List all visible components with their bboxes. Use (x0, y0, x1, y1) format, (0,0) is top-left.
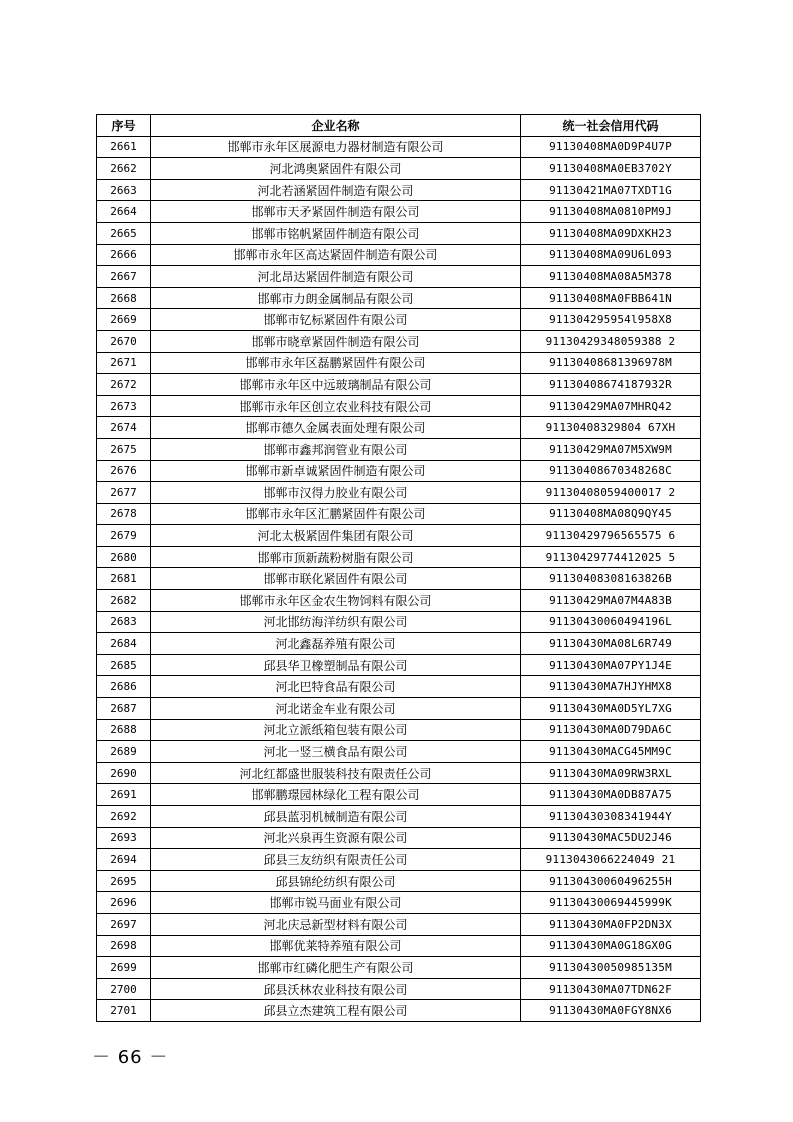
row-company-name: 邱县三友纺织有限责任公司 (151, 849, 521, 871)
table-row (97, 352, 701, 374)
row-credit-code: 911304295954l958X8 (521, 309, 701, 331)
table-row (97, 654, 701, 676)
row-credit-code: 91130430MACG45MM9C (521, 741, 701, 763)
table-row (97, 503, 701, 525)
row-credit-code: 91130430MA0FGY8NX6 (521, 1000, 701, 1022)
row-company-name: 河北邯纺海洋纺织有限公司 (151, 611, 521, 633)
row-credit-code: 91130408MA0FBB641N (521, 287, 701, 309)
row-serial: 2699 (97, 957, 151, 979)
row-company-name: 邱县立杰建筑工程有限公司 (151, 1000, 521, 1022)
table-row (97, 784, 701, 806)
table-row (97, 590, 701, 612)
table-row (97, 806, 701, 828)
table-row (97, 935, 701, 957)
row-serial: 2674 (97, 417, 151, 439)
row-serial: 2668 (97, 287, 151, 309)
row-serial: 2698 (97, 935, 151, 957)
row-credit-code: 91130429MA07M4A83B (521, 590, 701, 612)
header-serial: 序号 (97, 115, 151, 137)
row-company-name: 河北诺金车业有限公司 (151, 698, 521, 720)
row-serial: 2679 (97, 525, 151, 547)
table-row (97, 546, 701, 568)
table-row (97, 719, 701, 741)
row-serial: 2675 (97, 438, 151, 460)
table-row (97, 978, 701, 1000)
table-row (97, 525, 701, 547)
row-serial: 2695 (97, 870, 151, 892)
row-serial: 2690 (97, 762, 151, 784)
row-serial: 2683 (97, 611, 151, 633)
row-company-name: 邯郸市永年区展源电力器材制造有限公司 (151, 136, 521, 158)
table-row (97, 438, 701, 460)
table-row (97, 482, 701, 504)
row-credit-code: 91130430060496255H (521, 870, 701, 892)
row-serial: 2662 (97, 158, 151, 180)
table-row (97, 222, 701, 244)
table-row (97, 633, 701, 655)
table-row (97, 374, 701, 396)
row-company-name: 河北鸿奥紧固件有限公司 (151, 158, 521, 180)
row-credit-code: 91130430MA7HJYHMX8 (521, 676, 701, 698)
row-serial: 2663 (97, 179, 151, 201)
row-serial: 2694 (97, 849, 151, 871)
row-company-name: 邯郸市永年区高达紧固件制造有限公司 (151, 244, 521, 266)
table-row (97, 913, 701, 935)
row-company-name: 邯郸市新卓诚紧固件制造有限公司 (151, 460, 521, 482)
row-serial: 2676 (97, 460, 151, 482)
row-company-name: 邯郸市锐马面业有限公司 (151, 892, 521, 914)
row-company-name: 邯郸市钇标紧固件有限公司 (151, 309, 521, 331)
row-credit-code: 91130430050985135M (521, 957, 701, 979)
row-credit-code: 91130408681396978M (521, 352, 701, 374)
row-company-name: 邯郸市德久金属表面处理有限公司 (151, 417, 521, 439)
table-row (97, 136, 701, 158)
row-company-name: 邯郸市晓章紧固件制造有限公司 (151, 330, 521, 352)
row-serial: 2686 (97, 676, 151, 698)
row-serial: 2671 (97, 352, 151, 374)
row-company-name: 河北红都盛世服装科技有限责任公司 (151, 762, 521, 784)
row-credit-code: 91130408MA08Q9QY45 (521, 503, 701, 525)
row-company-name: 河北立派纸箱包装有限公司 (151, 719, 521, 741)
row-serial: 2682 (97, 590, 151, 612)
row-company-name: 河北昂达紧固件制造有限公司 (151, 266, 521, 288)
row-company-name: 邱县华卫橡塑制品有限公司 (151, 654, 521, 676)
row-company-name: 邯郸市永年区中远玻璃制品有限公司 (151, 374, 521, 396)
table-row (97, 827, 701, 849)
row-company-name: 邯郸优莱特养殖有限公司 (151, 935, 521, 957)
company-table (96, 114, 701, 1022)
table-row (97, 244, 701, 266)
row-credit-code: 91130430MA08L6R749 (521, 633, 701, 655)
row-serial: 2677 (97, 482, 151, 504)
row-credit-code: 91130429MA07MHRQ42 (521, 395, 701, 417)
row-company-name: 邯郸市永年区磊鹏紧固件有限公司 (151, 352, 521, 374)
row-credit-code: 91130430MA07PY1J4E (521, 654, 701, 676)
row-credit-code: 91130408308163826B (521, 568, 701, 590)
row-credit-code: 91130408329804 67XH (521, 417, 701, 439)
row-credit-code: 91130429348059388 2 (521, 330, 701, 352)
row-serial: 2684 (97, 633, 151, 655)
page-number: － 66 － (92, 1047, 169, 1068)
table-row (97, 1000, 701, 1022)
row-company-name: 邯郸市永年区金农生物饲料有限公司 (151, 590, 521, 612)
table-header-row (97, 115, 701, 137)
row-serial: 2696 (97, 892, 151, 914)
row-company-name: 邯郸市顶新蔬粉树脂有限公司 (151, 546, 521, 568)
row-credit-code: 91130430MAC5DU2J46 (521, 827, 701, 849)
row-credit-code: 91130430060494196L (521, 611, 701, 633)
row-company-name: 邱县蓝羽机械制造有限公司 (151, 806, 521, 828)
row-credit-code: 91130421MA07TXDT1G (521, 179, 701, 201)
row-serial: 2680 (97, 546, 151, 568)
row-company-name: 邯郸市铭帆紧固件制造有限公司 (151, 222, 521, 244)
row-serial: 2700 (97, 978, 151, 1000)
row-credit-code: 91130408MA09U6L093 (521, 244, 701, 266)
row-credit-code: 91130429MA07M5XW9M (521, 438, 701, 460)
row-credit-code: 9113043066224049 21 (521, 849, 701, 871)
row-serial: 2669 (97, 309, 151, 331)
row-serial: 2681 (97, 568, 151, 590)
row-credit-code: 91130430MA09RW3RXL (521, 762, 701, 784)
table-row (97, 892, 701, 914)
row-serial: 2664 (97, 201, 151, 223)
row-credit-code: 91130408MA0EB3702Y (521, 158, 701, 180)
table-row (97, 330, 701, 352)
row-credit-code: 91130430MA07TDN62F (521, 978, 701, 1000)
row-serial: 2687 (97, 698, 151, 720)
table-row (97, 158, 701, 180)
row-serial: 2670 (97, 330, 151, 352)
table-row (97, 266, 701, 288)
row-company-name: 河北巴特食品有限公司 (151, 676, 521, 698)
table-row (97, 762, 701, 784)
row-serial: 2692 (97, 806, 151, 828)
row-company-name: 邯郸鹏璟园林绿化工程有限公司 (151, 784, 521, 806)
table-row (97, 568, 701, 590)
row-credit-code: 91130430MA0D5YL7XG (521, 698, 701, 720)
row-company-name: 邱县锦纶纺织有限公司 (151, 870, 521, 892)
row-company-name: 邯郸市红磷化肥生产有限公司 (151, 957, 521, 979)
table-row (97, 611, 701, 633)
row-serial: 2667 (97, 266, 151, 288)
row-company-name: 邯郸市鑫邦润管业有限公司 (151, 438, 521, 460)
row-company-name: 河北一竖三横食品有限公司 (151, 741, 521, 763)
row-serial: 2689 (97, 741, 151, 763)
row-company-name: 河北鑫磊养殖有限公司 (151, 633, 521, 655)
row-serial: 2665 (97, 222, 151, 244)
row-company-name: 邯郸市联化紧固件有限公司 (151, 568, 521, 590)
table-row (97, 849, 701, 871)
row-credit-code: 91130408059400017 2 (521, 482, 701, 504)
table-row (97, 395, 701, 417)
header-company-name: 企业名称 (151, 115, 521, 137)
row-serial: 2673 (97, 395, 151, 417)
row-serial: 2701 (97, 1000, 151, 1022)
row-serial: 2688 (97, 719, 151, 741)
row-credit-code: 91130408674187932R (521, 374, 701, 396)
row-credit-code: 91130430308341944Y (521, 806, 701, 828)
row-serial: 2678 (97, 503, 151, 525)
table-row (97, 957, 701, 979)
table-row (97, 417, 701, 439)
row-credit-code: 91130430MA0FP2DN3X (521, 913, 701, 935)
table-row (97, 698, 701, 720)
row-serial: 2666 (97, 244, 151, 266)
row-credit-code: 91130430MA0DB87A75 (521, 784, 701, 806)
row-serial: 2693 (97, 827, 151, 849)
row-company-name: 邯郸市力朗金属制品有限公司 (151, 287, 521, 309)
table-row (97, 201, 701, 223)
row-credit-code: 91130430MA0D79DA6C (521, 719, 701, 741)
table-row (97, 287, 701, 309)
row-serial: 2661 (97, 136, 151, 158)
row-credit-code: 91130430069445999K (521, 892, 701, 914)
row-credit-code: 91130429796565575 6 (521, 525, 701, 547)
table-row (97, 870, 701, 892)
row-serial: 2685 (97, 654, 151, 676)
row-company-name: 邯郸市永年区汇鹏紧固件有限公司 (151, 503, 521, 525)
row-company-name: 河北太极紧固件集团有限公司 (151, 525, 521, 547)
row-credit-code: 91130408MA0810PM9J (521, 201, 701, 223)
row-credit-code: 91130408MA09DXKH23 (521, 222, 701, 244)
row-credit-code: 91130430MA0G18GX0G (521, 935, 701, 957)
row-serial: 2672 (97, 374, 151, 396)
table-row (97, 741, 701, 763)
table-row (97, 676, 701, 698)
table-row (97, 460, 701, 482)
row-credit-code: 91130408670348268C (521, 460, 701, 482)
row-company-name: 河北若涵紧固件制造有限公司 (151, 179, 521, 201)
row-company-name: 河北兴泉再生资源有限公司 (151, 827, 521, 849)
table-body (97, 136, 701, 1021)
row-credit-code: 91130408MA0D9P4U7P (521, 136, 701, 158)
row-credit-code: 91130429774412025 5 (521, 546, 701, 568)
row-credit-code: 91130408MA08A5M378 (521, 266, 701, 288)
row-serial: 2691 (97, 784, 151, 806)
table-row (97, 179, 701, 201)
row-company-name: 邯郸市天矛紧固件制造有限公司 (151, 201, 521, 223)
row-company-name: 河北庆忌新型材料有限公司 (151, 913, 521, 935)
row-company-name: 邯郸市永年区创立农业科技有限公司 (151, 395, 521, 417)
row-serial: 2697 (97, 913, 151, 935)
header-credit-code: 统一社会信用代码 (521, 115, 701, 137)
row-company-name: 邱县沃林农业科技有限公司 (151, 978, 521, 1000)
row-company-name: 邯郸市汉得力胶业有限公司 (151, 482, 521, 504)
table-row (97, 309, 701, 331)
